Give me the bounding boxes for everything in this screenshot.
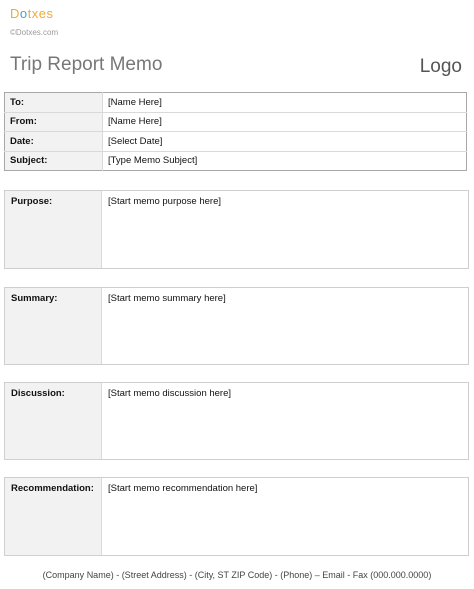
header-row-date (5, 132, 467, 152)
from-label: From: (5, 112, 103, 132)
date-label: Date: (5, 132, 103, 152)
purpose-field[interactable]: [Start memo purpose here] (108, 196, 221, 207)
discussion-section (4, 382, 469, 460)
header-row-to (5, 93, 467, 113)
discussion-label: Discussion: (5, 383, 102, 459)
page-title: Trip Report Memo (10, 54, 163, 75)
recommendation-section (4, 477, 469, 556)
company-footer: (Company Name) - (Street Address) - (City, ST ZIP Code) - (Phone) – Email - Fax (000.000.0000) (42, 570, 432, 580)
header-row-from (5, 112, 467, 132)
summary-section (4, 287, 469, 365)
header-row-subject (5, 151, 467, 171)
recommendation-label: Recommendation: (5, 478, 102, 555)
copyright-text: ©Dotxes.com (10, 28, 59, 37)
subject-label: Subject: (5, 151, 103, 171)
to-label: To: (5, 93, 103, 113)
logo-placeholder[interactable]: Logo (419, 56, 462, 77)
subject-field[interactable]: [Type Memo Subject] (108, 155, 198, 167)
date-field[interactable]: [Select Date] (103, 132, 467, 152)
recommendation-field[interactable]: [Start memo recommendation here] (108, 483, 258, 494)
purpose-section (4, 190, 469, 269)
purpose-label: Purpose: (5, 191, 102, 268)
discussion-field[interactable]: [Start memo discussion here] (108, 388, 232, 399)
memo-header-table (4, 92, 467, 171)
to-field[interactable]: [Name Here] (103, 93, 467, 113)
summary-label: Summary: (5, 288, 102, 364)
brand-logo: Dotxes (10, 6, 54, 21)
summary-field[interactable]: [Start memo summary here] (108, 293, 226, 304)
from-field[interactable]: [Name Here] (103, 112, 467, 132)
